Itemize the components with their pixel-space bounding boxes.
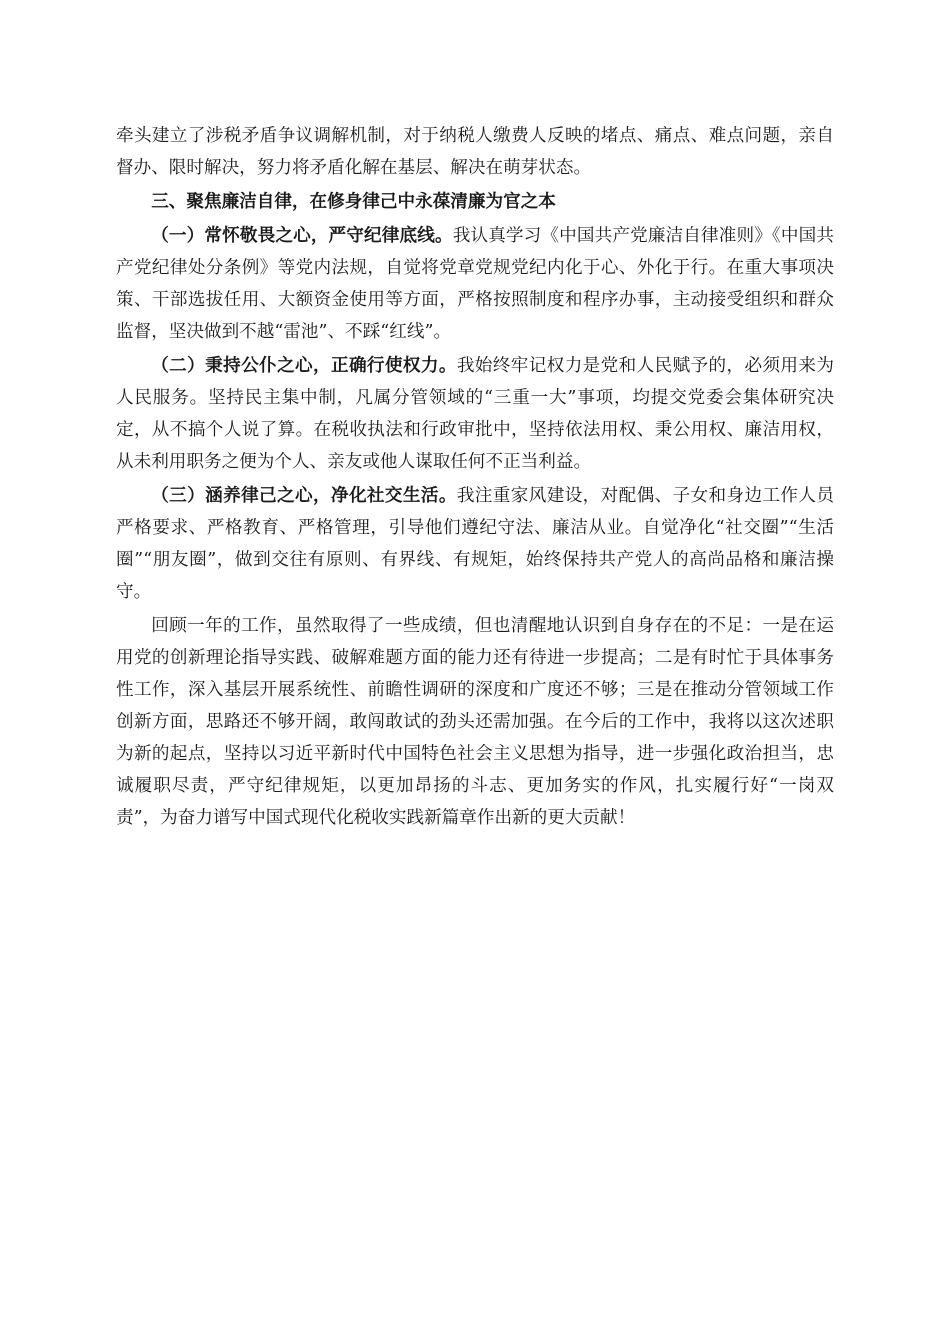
item-lead-3: （三）涵养律己之心，净化社交生活。 bbox=[151, 486, 457, 506]
item-paragraph-2 bbox=[116, 350, 834, 478]
document-page bbox=[116, 120, 834, 836]
item-lead-2: （二）秉持公仆之心，正确行使权力。 bbox=[151, 356, 457, 376]
continuation-paragraph: 牵头建立了涉税矛盾争议调解机制，对于纳税人缴费人反映的堵点、痛点、难点问题，亲自督办、限时解决，努力将矛盾化解在基层、解决在萌芽状态。 bbox=[116, 126, 834, 178]
item-paragraph-3 bbox=[116, 480, 834, 608]
item-body-3: 我注重家风建设，对配偶、子女和身边工作人员严格要求、严格教育、严格管理，引导他们遵纪守法、廉洁从业。自觉净化“社交圈”“生活圈”“朋友圈”，做到交往有原则、有界线、有规矩，始终保持共产党人的高尚品格和廉洁操守。 bbox=[116, 486, 834, 602]
section-heading: 三、聚焦廉洁自律，在修身律己中永葆清廉为官之本 bbox=[151, 192, 556, 212]
item-paragraph-1 bbox=[116, 220, 834, 348]
item-lead-1: （一）常怀敬畏之心，严守纪律底线。 bbox=[151, 226, 453, 246]
item-body-2: 我始终牢记权力是党和人民赋予的，必须用来为人民服务。坚持民主集中制，凡属分管领域的“三重一大”事项，均提交党委会集体研究决定，从不搞个人说了算。在税收执法和行政审批中，坚持依法用权、秉公用权、廉洁用权，从未利用职务之便为个人、亲友或他人谋取任何不正当利益。 bbox=[116, 356, 834, 472]
item-body-1: 我认真学习《中国共产党廉洁自律准则》《中国共产党纪律处分条例》等党内法规，自觉将党章党规党纪内化于心、外化于行。在重大事项决策、干部选拔任用、大额资金使用等方面，严格按照制度和程序办事，主动接受组织和群众监督，坚决做到不越“雷池”、不踩“红线”。 bbox=[116, 226, 834, 342]
conclusion-paragraph: 回顾一年的工作，虽然取得了一些成绩，但也清醒地认识到自身存在的不足：一是在运用党的创新理论指导实践、破解难题方面的能力还有待进一步提高；二是有时忙于具体事务性工作，深入基层开展系统性、前瞻性调研的深度和广度还不够；三是在推动分管领域工作创新方面，思路还不够开阔，敢闯敢试的劲头还需加强。在今后的工作中，我将以这次述职为新的起点，坚持以习近平新时代中国特色社会主义思想为指导，进一步强化政治担当，忠诚履职尽责，严守纪律规矩，以更加昂扬的斗志、更加务实的作风，扎实履行好“一岗双责”，为奋力谱写中国式现代化税收实践新篇章作出新的更大贡献！ bbox=[116, 616, 834, 828]
